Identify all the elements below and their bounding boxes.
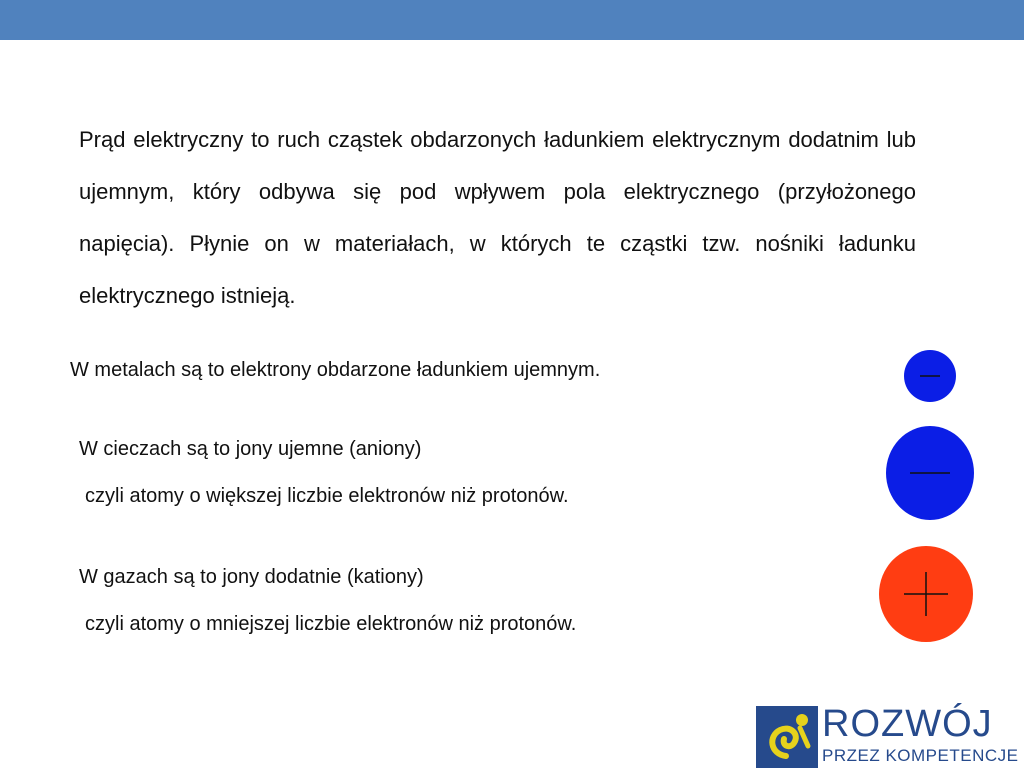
cation-symbol [879,546,973,642]
gases-text-line1: W gazach są to jony dodatnie (kationy) [79,566,424,588]
minus-icon [904,350,956,402]
electron-symbol [904,350,956,402]
liquids-text-line2: czyli atomy o większej liczbie elektronów niż protonów. [85,485,569,507]
rozwoj-logo [756,704,1024,768]
gases-text-line2: czyli atomy o mniejszej liczbie elektronów niż protonów. [85,613,577,635]
liquids-text-line1: W cieczach są to jony ujemne (aniony) [79,438,422,460]
minus-icon [886,426,974,520]
logo-word: ROZWÓJ [822,703,993,745]
intro-paragraph: Prąd elektryczny to ruch cząstek obdarzonych ładunkiem elektrycznym dodatnim lub ujemnym, który odbywa się pod wpływem pola elektrycznego (przyłożonego napięcia). Płynie on w materiałach, w których te cząstki tzw. nośniki ładunku elektrycznego istnieją. [79,127,916,308]
metals-text: W metalach są to elektrony obdarzone ładunkiem ujemnym. [70,359,601,381]
anion-symbol [886,426,974,520]
logo-tagline: PRZEZ KOMPETENCJE [822,746,1019,765]
spiral-figure-icon [756,706,818,768]
header-bar [0,0,1024,40]
plus-icon [879,546,973,642]
